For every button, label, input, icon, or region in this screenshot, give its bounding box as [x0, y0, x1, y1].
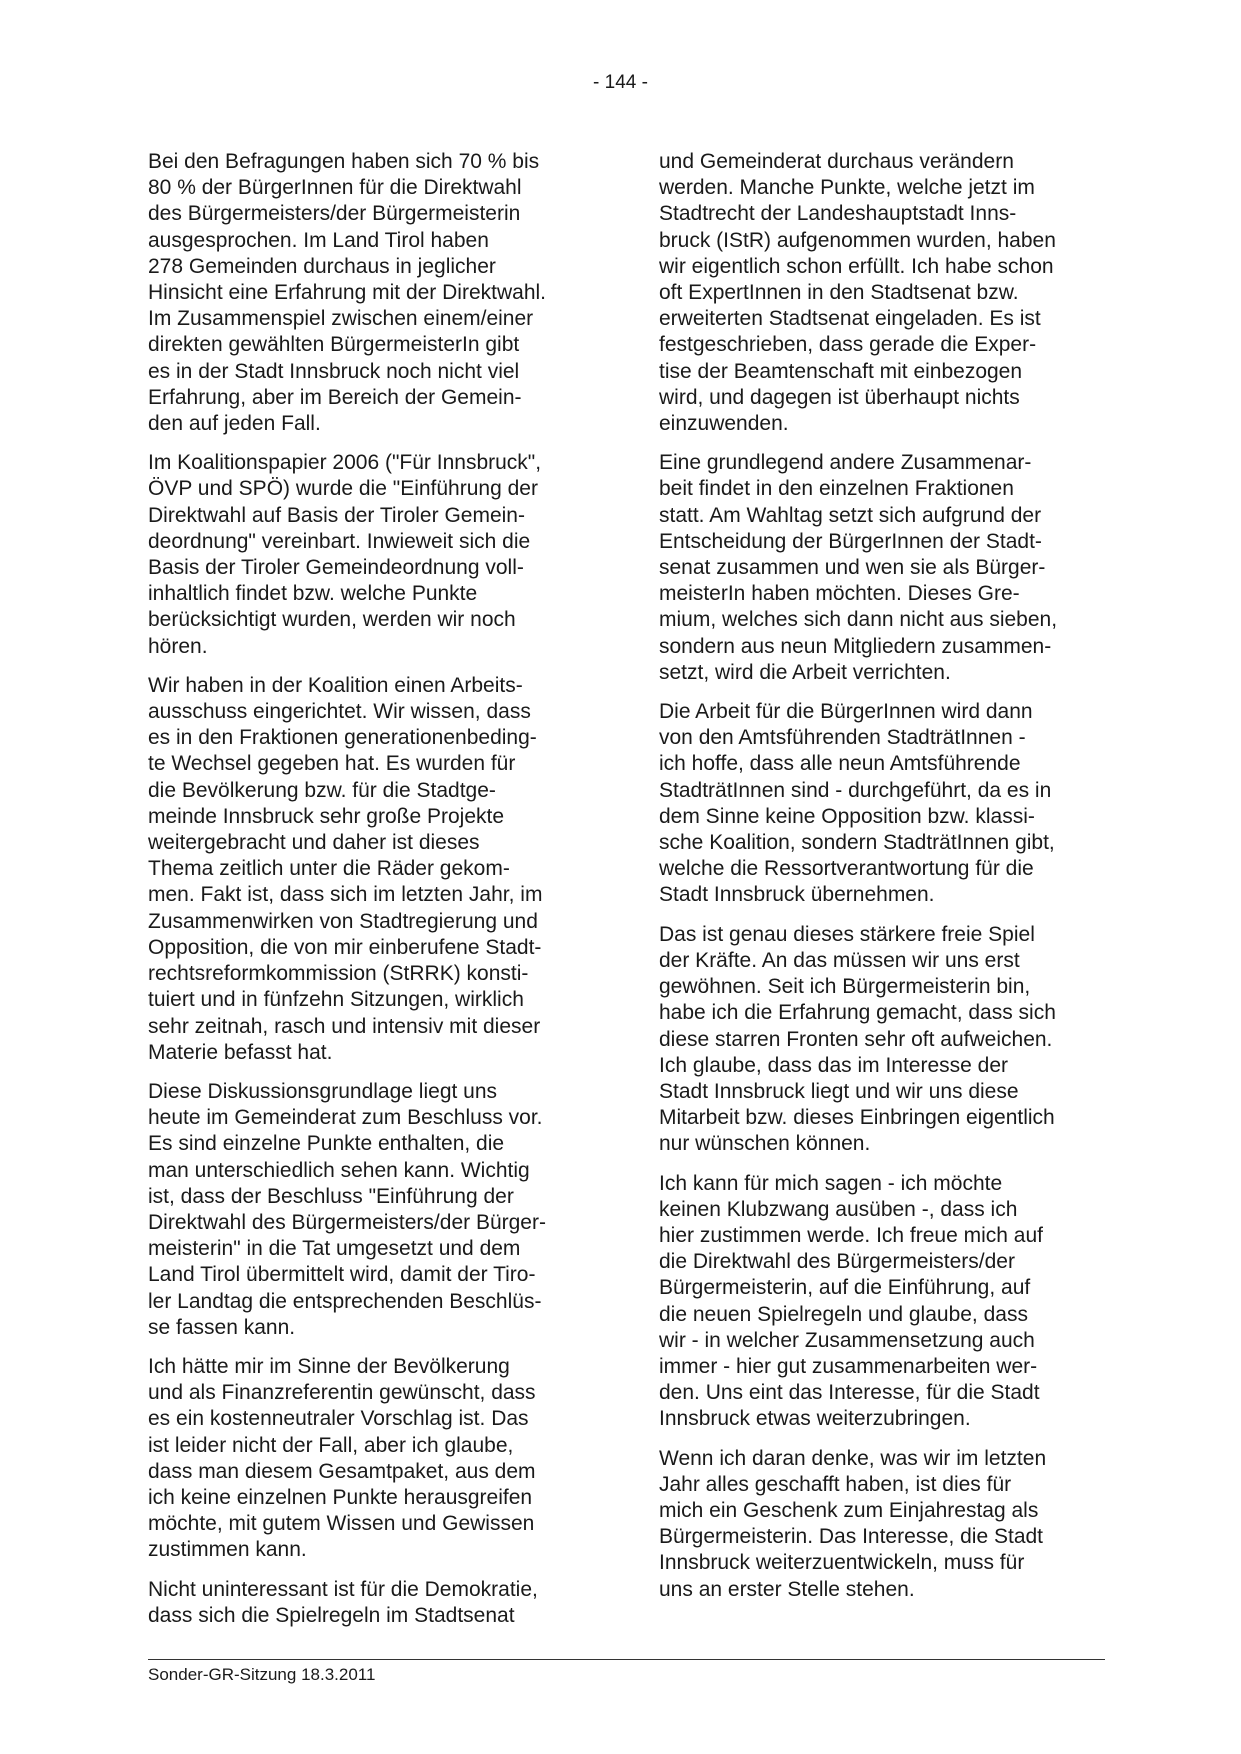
paragraph: Im Koalitionspapier 2006 ("Für Innsbruck", ÖVP und SPÖ) wurde die "Einführung der Direktwahl auf Basis der Tiroler Gemein- deordnung" vereinbart. Inwieweit sich die Basis der Tiroler Gemeindeordnung voll- inhaltlich findet bzw. welche Punkte berücksichtigt wurden, werden wir noch hören. [148, 451, 542, 658]
paragraph: und Gemeinderat durchaus verändern werden. Manche Punkte, welche jetzt im Stadtrecht der Landeshauptstadt Inns- bruck (IStR) aufgenommen wurden, haben wir eigentlich schon erfüllt. Ich habe schon oft ExpertInnen in den Stadtsenat bzw. erweiterten Stadtsenat eingeladen. Es ist festgeschrieben, dass gerade die Exper- tise der Beamtenschaft mit einbezogen wird, und dagegen ist überhaupt nichts einzuwenden. [659, 150, 1056, 436]
paragraph: Die Arbeit für die BürgerInnen wird dann von den Amtsführenden StadträtInnen - ich hoffe, dass alle neun Amtsführende StadträtInnen sind - durchgeführt, da es in dem Sinne keine Opposition bzw. klassi- sche Koalition, sondern StadträtInnen gibt, welche die Ressortverantwortung für die Stadt Innsbruck übernehmen. [659, 700, 1055, 907]
page-number: - 144 - [593, 72, 648, 93]
paragraph: Wir haben in der Koalition einen Arbeits- ausschuss eingerichtet. Wir wissen, dass es in den Fraktionen generationenbeding- te Wechsel gegeben hat. Es wurden für die Bevölkerung bzw. für die Stadtge- meinde Innsbruck sehr große Projekte weitergebracht und daher ist dieses Thema zeitlich unter die Räder gekom- men. Fakt ist, dass sich im letzten Jahr, im Zusammenwirken von Stadtregierung und Opposition, die von mir einberufene Stadt- rechtsreformkommission (StRRK) konsti- tuiert und in fünfzehn Sitzungen, wirklich sehr zeitnah, rasch und intensiv mit dieser Materie befasst hat. [148, 673, 543, 1064]
paragraph: Ich kann für mich sagen - ich möchte keinen Klubzwang ausüben -, dass ich hier zustimmen werde. Ich freue mich auf die Direktwahl des Bürgermeisters/der Bürgermeisterin, auf die Einführung, auf die neuen Spielregeln und glaube, dass wir - in welcher Zusammensetzung auch immer - hier gut zusammenarbeiten wer- den. Uns eint das Interesse, für die Stadt Innsbruck etwas weiterzubringen. [659, 1171, 1043, 1431]
left-column [148, 149, 596, 1642]
paragraph: Bei den Befragungen haben sich 70 % bis 80 % der BürgerInnen für die Direktwahl des Bürgermeisters/der Bürgermeisterin ausgesprochen. Im Land Tirol haben 278 Gemeinden durchaus in jeglicher Hinsicht eine Erfahrung mit der Direktwahl. Im Zusammenspiel zwischen einem/einer direkten gewählten BürgermeisterIn gibt es in der Stadt Innsbruck noch nicht viel Erfahrung, aber im Bereich der Gemein- den auf jeden Fall. [148, 150, 546, 436]
footer-divider [148, 1659, 1105, 1660]
paragraph: Das ist genau dieses stärkere freie Spiel der Kräfte. An das müssen wir uns erst gewöhnen. Seit ich Bürgermeisterin bin, habe ich die Erfahrung gemacht, dass sich diese starren Fronten sehr oft aufweichen. Ich glaube, dass das im Interesse der Stadt Innsbruck liegt und wir uns diese Mitarbeit bzw. dieses Einbringen eigentlich nur wünschen können. [659, 922, 1056, 1156]
paragraph: Eine grundlegend andere Zusammenar- beit findet in den einzelnen Fraktionen statt. Am Wahltag setzt sich aufgrund der Entscheidung der BürgerInnen der Stadt- senat zusammen und wen sie als Bürger- meisterIn haben möchten. Dieses Gre- mium, welches sich dann nicht aus sieben, sondern aus neun Mitgliedern zusammen- setzt, wird die Arbeit verrichten. [659, 451, 1058, 684]
paragraph: Wenn ich daran denke, was wir im letzten Jahr alles geschafft haben, ist dies für mich ein Geschenk zum Einjahrestag als Bürgermeisterin. Das Interesse, die Stadt Innsbruck weiterzuentwickeln, muss für uns an erster Stelle stehen. [659, 1446, 1047, 1601]
footer-text: Sonder-GR-Sitzung 18.3.2011 [148, 1665, 376, 1684]
paragraph: Nicht uninteressant ist für die Demokratie, dass sich die Spielregeln im Stadtsenat [148, 1577, 538, 1627]
paragraph: Diese Diskussionsgrundlage liegt uns heute im Gemeinderat zum Beschluss vor. Es sind einzelne Punkte enthalten, die man unterschiedlich sehen kann. Wichtig ist, dass der Beschluss "Einführung der Direktwahl des Bürgermeisters/der Bürger- meisterin" in die Tat umgesetzt und dem Land Tirol übermittelt wird, damit der Tiro- ler Landtag die entsprechenden Beschlüs- se fassen kann. [148, 1079, 546, 1339]
right-column [659, 149, 1107, 1616]
paragraph: Ich hätte mir im Sinne der Bevölkerung und als Finanzreferentin gewünscht, dass es ein kostenneutraler Vorschlag ist. Das ist leider nicht der Fall, aber ich glaube, dass man diesem Gesamtpaket, aus dem ich keine einzelnen Punkte herausgreifen möchte, mit gutem Wissen und Gewissen zustimmen kann. [148, 1354, 536, 1562]
